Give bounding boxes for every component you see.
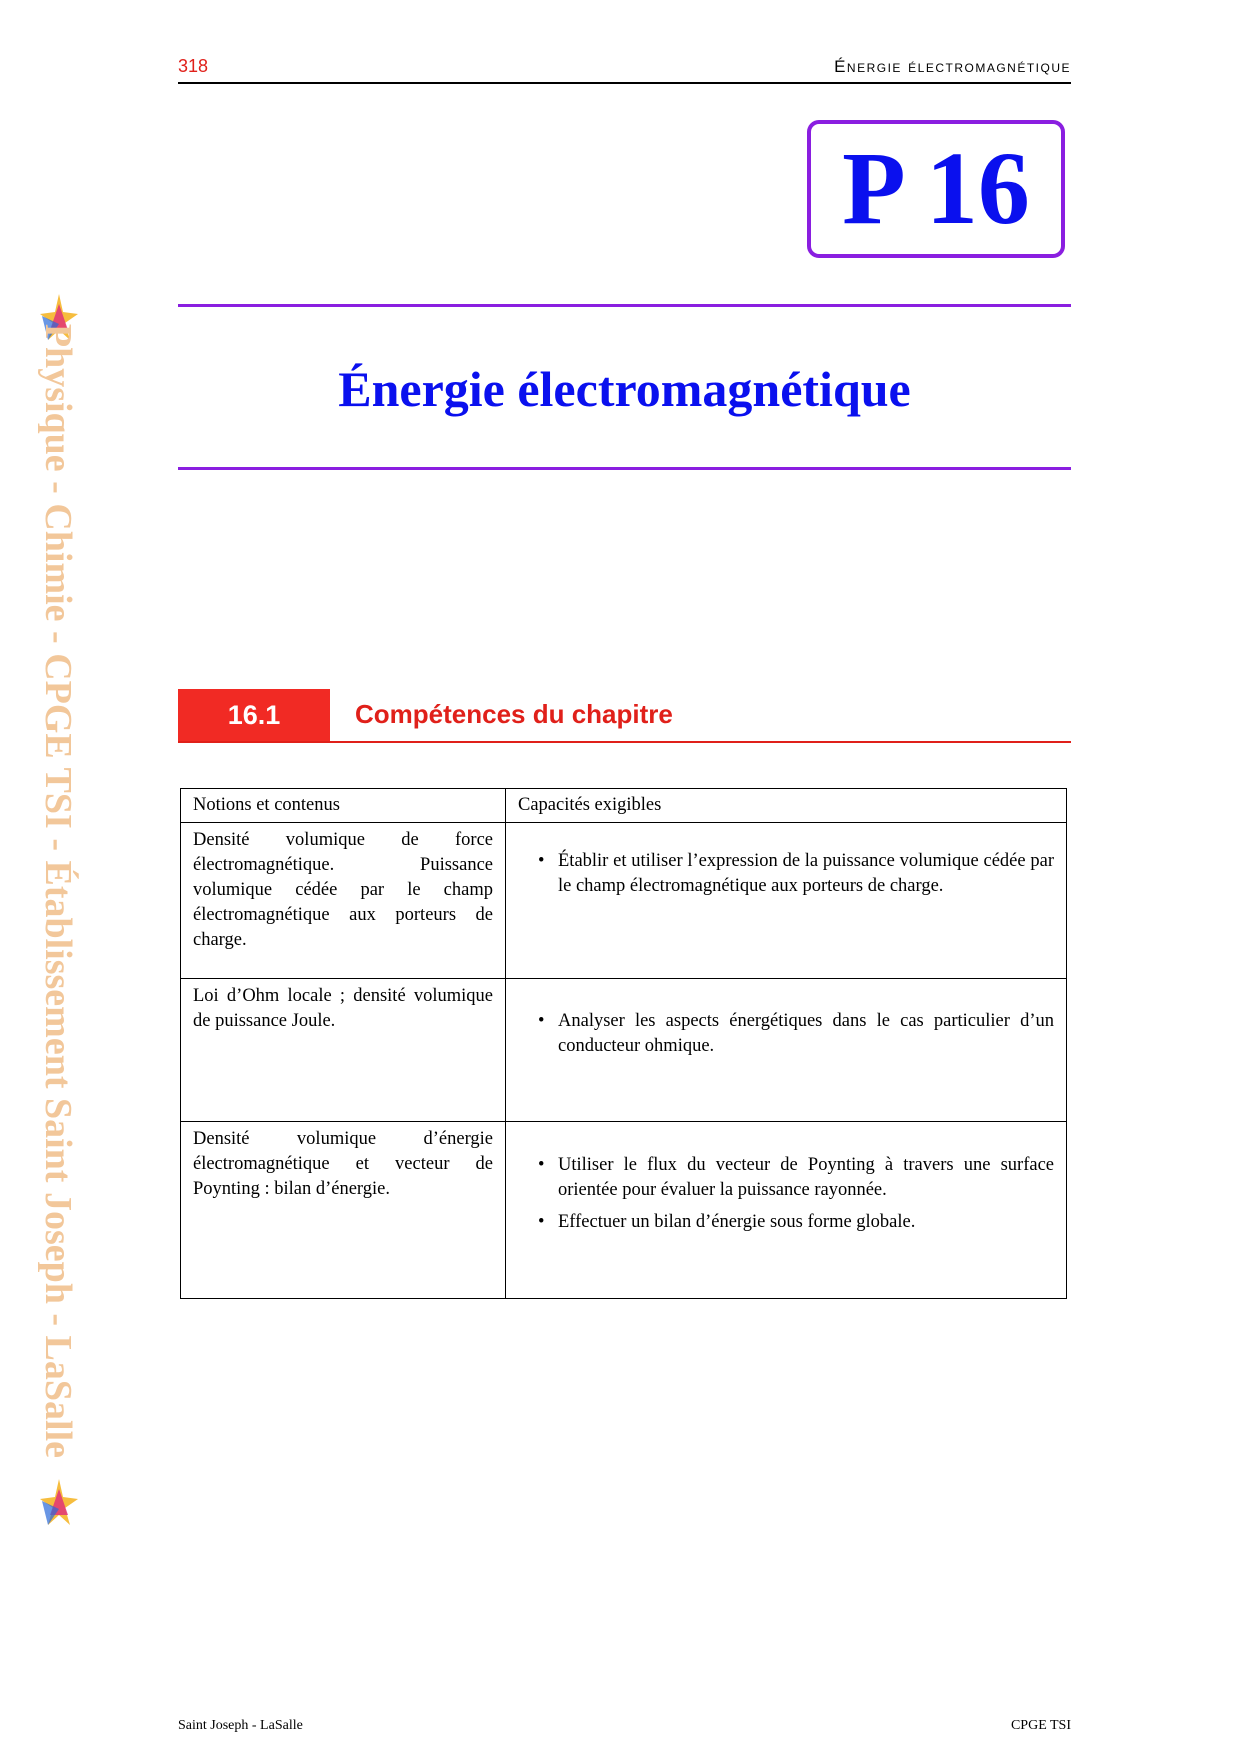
table-header-cell: Notions et contenus	[181, 789, 506, 823]
watermark-text: Physique - Chimie - CPGE TSI - Établissement Saint Joseph - LaSalle	[37, 323, 79, 1458]
chapter-title: Énergie électromagnétique	[338, 361, 911, 417]
capacities-list	[518, 1153, 1054, 1235]
capacities-list	[518, 1009, 1054, 1059]
page-number: 318	[178, 56, 209, 76]
chapter-label: P 16	[842, 131, 1030, 246]
table-header-row	[181, 789, 1067, 823]
capacities-list	[518, 849, 1054, 899]
notion-cell: Densité volumique de force électromagnétique. Puissance volumique cédée par le champ électromagnétique aux porteurs de charge.	[181, 823, 506, 979]
title-rule-bottom	[178, 467, 1071, 470]
capacities-cell	[506, 979, 1067, 1122]
list-item: • Établir et utiliser l’expression de la puissance volumique cédée par le champ électromagnétique aux porteurs de charge.	[558, 849, 1054, 899]
watermark	[36, 323, 80, 1458]
capacities-cell	[506, 823, 1067, 979]
title-rule-top	[178, 304, 1071, 307]
table-row	[181, 823, 1067, 979]
table-row	[181, 979, 1067, 1122]
school-logo-bottom	[38, 1475, 80, 1535]
chapter-number-box	[807, 120, 1065, 258]
section-rule	[178, 741, 1071, 743]
header-rule	[178, 82, 1071, 84]
list-item: • Utiliser le flux du vecteur de Poynting à travers une surface orientée pour évaluer la puissance rayonnée.	[558, 1153, 1054, 1203]
capacities-cell	[506, 1122, 1067, 1299]
notion-cell: Loi d’Ohm locale ; densité volumique de puissance Joule.	[181, 979, 506, 1122]
section-number-badge	[178, 689, 330, 741]
table-row	[181, 1122, 1067, 1299]
footer-right: CPGE TSI	[1010, 1718, 1071, 1733]
footer-left: Saint Joseph - LaSalle	[178, 1718, 303, 1733]
section-title: Compétences du chapitre	[355, 699, 673, 729]
running-title: Énergie électromagnétique	[834, 57, 1071, 76]
table-header-cell: Capacités exigibles	[506, 789, 1067, 823]
notion-cell: Densité volumique d’énergie électromagnétique et vecteur de Poynting : bilan d’énergie.	[181, 1122, 506, 1299]
list-item: • Effectuer un bilan d’énergie sous forme globale.	[558, 1210, 1054, 1235]
competences-table	[180, 788, 1067, 1299]
section-number: 16.1	[227, 699, 281, 730]
list-item: • Analyser les aspects énergétiques dans le cas particulier d’un conducteur ohmique.	[558, 1009, 1054, 1059]
